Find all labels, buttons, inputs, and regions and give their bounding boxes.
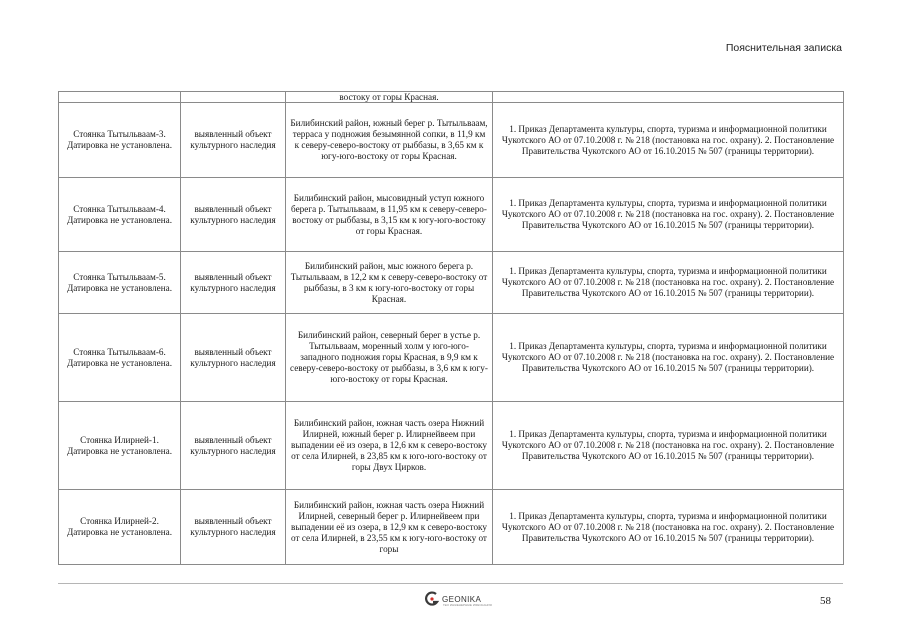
cell-location: Билибинский район, южный берег р. Тытыльваам, терраса у подножия безымянной сопки, в 11,9 км к северу-северо-востоку от рыббазы, в 3,65 км к югу-юго-востоку от горы Красная. [286,103,493,178]
geonika-logo [425,590,492,608]
page-number: 58 [820,595,831,607]
cell-documents: 1. Приказ Департамента культуры, спорта, туризма и информационной политики Чукотского АО от 07.10.2008 г. № 218 (постановка на гос. охрану). 2. Постановление Правительства Чукотского АО от 16.10.2015 № 507 (границы территории). [493,490,844,565]
cell-location: Билибинский район, мысовидный уступ южного берега р. Тытыльваам, в 11,95 км к северу-северо-востоку от рыббазы, в 3,15 км к югу-юго-востоку от горы Красная. [286,178,493,252]
cell-location: Билибинский район, южная часть озера Нижний Илирней, северный берег р. Илирнейвеем при выпадении её из озера, в 12,9 км к северо-востоку от села Илирней, в 23,55 км к югу-юго-востоку от горы [286,490,493,565]
table-row-continuation [59,92,844,103]
cell-documents [493,92,844,103]
cell-category: выявленный объект культурного наследия [181,402,286,490]
cell-name: Стоянка Тытыльваам-6. Датировка не установлена. [59,314,181,402]
cell-documents: 1. Приказ Департамента культуры, спорта, туризма и информационной политики Чукотского АО от 07.10.2008 г. № 218 (постановка на гос. охрану). 2. Постановление Правительства Чукотского АО от 16.10.2015 № 507 (границы территории). [493,314,844,402]
table-row [59,252,844,314]
cell-category: выявленный объект культурного наследия [181,490,286,565]
cell-location: Билибинский район, северный берег в устье р. Тытыльваам, моренный холм у юго-юго-западного подножия горы Красная, в 9,9 км к северу-северо-востоку от рыббазы, в 3,6 км к югу-юго-востоку от горы Красная. [286,314,493,402]
logo-subtext: ГЕО ИНЖЕНЕРНЫЕ ИЗЫСКАНИЯ [443,603,492,607]
cell-category: выявленный объект культурного наследия [181,252,286,314]
cell-category: выявленный объект культурного наследия [181,103,286,178]
heritage-objects-table [58,91,844,565]
cell-location: востоку от горы Красная. [286,92,493,103]
cell-documents: 1. Приказ Департамента культуры, спорта, туризма и информационной политики Чукотского АО от 07.10.2008 г. № 218 (постановка на гос. охрану). 2. Постановление Правительства Чукотского АО от 16.10.2015 № 507 (границы территории). [493,178,844,252]
table-row [59,103,844,178]
cell-name: Стоянка Илирней-2. Датировка не установлена. [59,490,181,565]
table-row [59,490,844,565]
cell-category [181,92,286,103]
table-row [59,314,844,402]
table-row [59,402,844,490]
page-header-title: Пояснительная записка [725,42,842,54]
cell-location: Билибинский район, южная часть озера Нижний Илирней, южный берег р. Илирнейвеем при выпадении её из озера, в 12,6 км к северо-востоку от села Илирней, в 23,85 км к юго-юго-востоку от горы Двух Цирков. [286,402,493,490]
cell-name: Стоянка Тытыльваам-4. Датировка не установлена. [59,178,181,252]
cell-documents: 1. Приказ Департамента культуры, спорта, туризма и информационной политики Чукотского АО от 07.10.2008 г. № 218 (постановка на гос. охрану). 2. Постановление Правительства Чукотского АО от 16.10.2015 № 507 (границы территории). [493,402,844,490]
cell-name [59,92,181,103]
cell-category: выявленный объект культурного наследия [181,178,286,252]
geonika-logo-icon [425,590,439,608]
cell-location: Билибинский район, мыс южного берега р. Тытыльваам, в 12,2 км к северу-северо-востоку от рыббазы, в 3 км к югу-юго-востоку от горы Красная. [286,252,493,314]
cell-category: выявленный объект культурного наследия [181,314,286,402]
cell-name: Стоянка Тытыльваам-3. Датировка не установлена. [59,103,181,178]
cell-name: Стоянка Илирней-1. Датировка не установлена. [59,402,181,490]
footer-divider [58,583,843,584]
cell-name: Стоянка Тытыльваам-5. Датировка не установлена. [59,252,181,314]
logo-text: GEONIKA [442,594,482,604]
table-row [59,178,844,252]
cell-documents: 1. Приказ Департамента культуры, спорта, туризма и информационной политики Чукотского АО от 07.10.2008 г. № 218 (постановка на гос. охрану). 2. Постановление Правительства Чукотского АО от 16.10.2015 № 507 (границы территории). [493,252,844,314]
cell-documents: 1. Приказ Департамента культуры, спорта, туризма и информационной политики Чукотского АО от 07.10.2008 г. № 218 (постановка на гос. охрану). 2. Постановление Правительства Чукотского АО от 16.10.2015 № 507 (границы территории). [493,103,844,178]
